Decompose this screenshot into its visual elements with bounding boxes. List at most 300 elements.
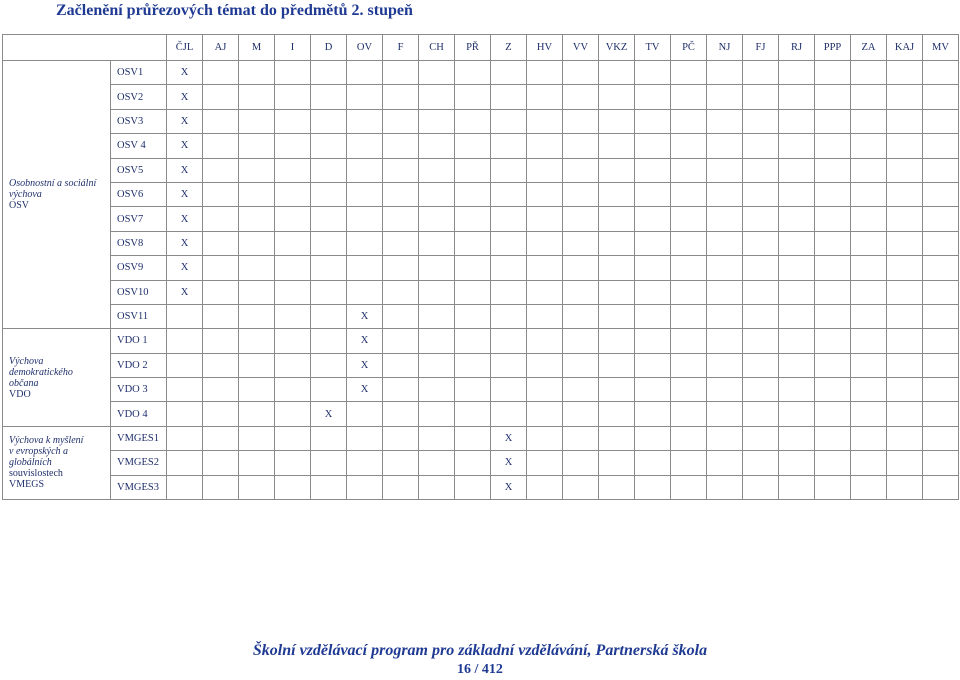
empty-cell: [455, 451, 491, 475]
empty-cell: [923, 353, 959, 377]
empty-cell: [599, 61, 635, 85]
empty-cell: [743, 402, 779, 426]
subject-header: VV: [563, 35, 599, 61]
empty-cell: [815, 475, 851, 499]
empty-cell: [239, 280, 275, 304]
empty-cell: [527, 85, 563, 109]
empty-cell: [635, 134, 671, 158]
table-row: [3, 451, 959, 475]
empty-cell: [491, 182, 527, 206]
empty-cell: [671, 207, 707, 231]
empty-cell: [923, 426, 959, 450]
empty-cell: [311, 231, 347, 255]
empty-cell: [563, 378, 599, 402]
table-row: [3, 329, 959, 353]
empty-cell: [311, 353, 347, 377]
empty-cell: [779, 280, 815, 304]
table-row: [3, 378, 959, 402]
empty-cell: [167, 304, 203, 328]
empty-cell: [599, 475, 635, 499]
area-label-line: Výchova k myšlení: [9, 435, 84, 447]
table-row: [3, 256, 959, 280]
subject-header: VKZ: [599, 35, 635, 61]
empty-cell: [671, 85, 707, 109]
empty-cell: [851, 426, 887, 450]
empty-cell: [743, 304, 779, 328]
empty-cell: [923, 231, 959, 255]
topic-code: OSV3: [111, 109, 167, 133]
empty-cell: [239, 378, 275, 402]
mark-cell: X: [167, 256, 203, 280]
empty-cell: [743, 182, 779, 206]
empty-cell: [815, 109, 851, 133]
empty-cell: [491, 61, 527, 85]
empty-cell: [455, 329, 491, 353]
empty-cell: [887, 85, 923, 109]
area-label-line: výchova: [9, 189, 42, 201]
cross-curricular-table: [2, 34, 959, 500]
empty-cell: [311, 85, 347, 109]
mark-cell: X: [347, 378, 383, 402]
empty-cell: [563, 134, 599, 158]
empty-cell: [635, 158, 671, 182]
empty-cell: [239, 207, 275, 231]
empty-cell: [239, 426, 275, 450]
empty-cell: [815, 182, 851, 206]
subject-header: HV: [527, 35, 563, 61]
empty-cell: [923, 304, 959, 328]
empty-cell: [815, 61, 851, 85]
footer-page-number: 16 / 412: [457, 662, 503, 677]
empty-cell: [347, 207, 383, 231]
subject-header: ZA: [851, 35, 887, 61]
empty-cell: [203, 378, 239, 402]
empty-cell: [563, 451, 599, 475]
table-row: [3, 61, 959, 85]
empty-cell: [419, 329, 455, 353]
page-title: Začlenění průřezových témat do předmětů 2. stupeň: [56, 2, 413, 19]
empty-cell: [887, 158, 923, 182]
topic-code: OSV5: [111, 158, 167, 182]
empty-cell: [563, 85, 599, 109]
empty-cell: [527, 158, 563, 182]
empty-cell: [671, 109, 707, 133]
empty-cell: [671, 158, 707, 182]
empty-cell: [275, 451, 311, 475]
topic-code: OSV10: [111, 280, 167, 304]
empty-cell: [419, 134, 455, 158]
empty-cell: [383, 134, 419, 158]
empty-cell: [419, 85, 455, 109]
empty-cell: [851, 207, 887, 231]
subject-header: TV: [635, 35, 671, 61]
empty-cell: [671, 329, 707, 353]
empty-cell: [707, 475, 743, 499]
empty-cell: [851, 61, 887, 85]
empty-cell: [923, 402, 959, 426]
subject-header: Z: [491, 35, 527, 61]
empty-cell: [743, 451, 779, 475]
area-label-line: demokratického: [9, 366, 73, 378]
empty-cell: [491, 207, 527, 231]
empty-cell: [887, 353, 923, 377]
empty-cell: [167, 402, 203, 426]
empty-cell: [599, 85, 635, 109]
empty-cell: [455, 426, 491, 450]
empty-cell: [707, 378, 743, 402]
empty-cell: [923, 134, 959, 158]
empty-cell: [887, 378, 923, 402]
empty-cell: [923, 158, 959, 182]
empty-cell: [851, 475, 887, 499]
empty-cell: [491, 280, 527, 304]
empty-cell: [527, 329, 563, 353]
empty-cell: [923, 280, 959, 304]
empty-cell: [311, 256, 347, 280]
area-label-line: OSV: [9, 200, 30, 212]
empty-cell: [239, 231, 275, 255]
empty-cell: [563, 280, 599, 304]
empty-cell: [455, 207, 491, 231]
empty-cell: [707, 85, 743, 109]
empty-cell: [347, 109, 383, 133]
empty-cell: [311, 280, 347, 304]
empty-cell: [671, 378, 707, 402]
empty-cell: [923, 329, 959, 353]
empty-cell: [203, 85, 239, 109]
empty-cell: [599, 207, 635, 231]
mark-cell: X: [347, 304, 383, 328]
empty-cell: [815, 158, 851, 182]
empty-cell: [239, 329, 275, 353]
empty-cell: [275, 280, 311, 304]
area-label: [3, 329, 111, 427]
empty-cell: [419, 158, 455, 182]
subject-header: ČJL: [167, 35, 203, 61]
empty-cell: [419, 231, 455, 255]
empty-cell: [671, 304, 707, 328]
empty-cell: [383, 353, 419, 377]
subject-header: MV: [923, 35, 959, 61]
empty-cell: [491, 402, 527, 426]
empty-cell: [203, 402, 239, 426]
empty-cell: [347, 61, 383, 85]
table-row: [3, 353, 959, 377]
empty-cell: [383, 61, 419, 85]
empty-cell: [707, 426, 743, 450]
empty-cell: [851, 280, 887, 304]
empty-cell: [563, 182, 599, 206]
empty-cell: [347, 256, 383, 280]
empty-cell: [707, 134, 743, 158]
empty-cell: [275, 134, 311, 158]
empty-cell: [923, 378, 959, 402]
empty-cell: [635, 378, 671, 402]
empty-cell: [635, 207, 671, 231]
mark-cell: X: [347, 329, 383, 353]
empty-cell: [383, 426, 419, 450]
empty-cell: [599, 426, 635, 450]
empty-cell: [347, 182, 383, 206]
area-label-line: VMEGS: [9, 479, 45, 491]
empty-cell: [815, 304, 851, 328]
empty-cell: [671, 231, 707, 255]
empty-cell: [275, 329, 311, 353]
empty-cell: [671, 426, 707, 450]
topic-code: OSV7: [111, 207, 167, 231]
empty-cell: [203, 426, 239, 450]
mark-cell: X: [167, 207, 203, 231]
empty-cell: [599, 402, 635, 426]
topic-code: OSV2: [111, 85, 167, 109]
header-corner: [3, 35, 167, 61]
empty-cell: [527, 378, 563, 402]
area-label-line: globálních: [9, 457, 52, 469]
empty-cell: [491, 378, 527, 402]
empty-cell: [743, 378, 779, 402]
empty-cell: [887, 475, 923, 499]
area-label-line: občana: [9, 377, 39, 389]
empty-cell: [311, 207, 347, 231]
empty-cell: [203, 451, 239, 475]
empty-cell: [311, 329, 347, 353]
empty-cell: [311, 378, 347, 402]
empty-cell: [563, 231, 599, 255]
mark-cell: X: [167, 109, 203, 133]
empty-cell: [275, 109, 311, 133]
empty-cell: [635, 304, 671, 328]
empty-cell: [167, 451, 203, 475]
empty-cell: [311, 61, 347, 85]
mark-cell: X: [491, 451, 527, 475]
empty-cell: [311, 109, 347, 133]
empty-cell: [815, 378, 851, 402]
empty-cell: [635, 475, 671, 499]
table-row: [3, 85, 959, 109]
empty-cell: [419, 402, 455, 426]
empty-cell: [887, 256, 923, 280]
empty-cell: [419, 475, 455, 499]
empty-cell: [923, 109, 959, 133]
empty-cell: [743, 280, 779, 304]
empty-cell: [707, 61, 743, 85]
empty-cell: [347, 280, 383, 304]
empty-cell: [527, 182, 563, 206]
empty-cell: [635, 451, 671, 475]
empty-cell: [599, 329, 635, 353]
empty-cell: [383, 85, 419, 109]
empty-cell: [707, 402, 743, 426]
topic-code: OSV8: [111, 231, 167, 255]
empty-cell: [311, 426, 347, 450]
empty-cell: [599, 231, 635, 255]
empty-cell: [635, 426, 671, 450]
empty-cell: [527, 353, 563, 377]
empty-cell: [491, 329, 527, 353]
empty-cell: [707, 182, 743, 206]
topic-code: VMGES2: [111, 451, 167, 475]
empty-cell: [239, 85, 275, 109]
empty-cell: [671, 402, 707, 426]
empty-cell: [815, 231, 851, 255]
topic-code: VDO 1: [111, 329, 167, 353]
empty-cell: [563, 426, 599, 450]
area-label-line: souvislostech: [9, 468, 63, 480]
empty-cell: [599, 451, 635, 475]
table-row: [3, 134, 959, 158]
empty-cell: [635, 109, 671, 133]
empty-cell: [275, 402, 311, 426]
area-label: [3, 61, 111, 329]
empty-cell: [311, 182, 347, 206]
empty-cell: [779, 256, 815, 280]
empty-cell: [311, 475, 347, 499]
empty-cell: [743, 109, 779, 133]
empty-cell: [887, 304, 923, 328]
empty-cell: [707, 207, 743, 231]
empty-cell: [275, 304, 311, 328]
empty-cell: [851, 109, 887, 133]
empty-cell: [635, 280, 671, 304]
empty-cell: [887, 451, 923, 475]
empty-cell: [419, 304, 455, 328]
empty-cell: [743, 426, 779, 450]
empty-cell: [779, 378, 815, 402]
empty-cell: [419, 207, 455, 231]
empty-cell: [347, 85, 383, 109]
empty-cell: [671, 134, 707, 158]
empty-cell: [563, 61, 599, 85]
empty-cell: [599, 256, 635, 280]
empty-cell: [887, 329, 923, 353]
empty-cell: [347, 475, 383, 499]
empty-cell: [383, 109, 419, 133]
empty-cell: [815, 207, 851, 231]
empty-cell: [275, 475, 311, 499]
empty-cell: [635, 256, 671, 280]
topic-code: VMGES1: [111, 426, 167, 450]
empty-cell: [851, 329, 887, 353]
mark-cell: X: [491, 475, 527, 499]
empty-cell: [851, 134, 887, 158]
empty-cell: [815, 426, 851, 450]
empty-cell: [383, 378, 419, 402]
empty-cell: [815, 329, 851, 353]
empty-cell: [563, 475, 599, 499]
mark-cell: X: [347, 353, 383, 377]
empty-cell: [743, 134, 779, 158]
table-row: [3, 304, 959, 328]
empty-cell: [527, 426, 563, 450]
empty-cell: [527, 402, 563, 426]
empty-cell: [743, 207, 779, 231]
empty-cell: [167, 378, 203, 402]
empty-cell: [311, 134, 347, 158]
empty-cell: [527, 475, 563, 499]
empty-cell: [815, 402, 851, 426]
empty-cell: [455, 304, 491, 328]
empty-cell: [491, 158, 527, 182]
empty-cell: [203, 304, 239, 328]
empty-cell: [383, 402, 419, 426]
empty-cell: [743, 158, 779, 182]
empty-cell: [203, 61, 239, 85]
empty-cell: [779, 304, 815, 328]
empty-cell: [707, 158, 743, 182]
empty-cell: [275, 256, 311, 280]
footer-school-name: Školní vzdělávací program pro základní vzdělávání, Partnerská škola: [252, 642, 708, 659]
subject-header: CH: [419, 35, 455, 61]
empty-cell: [887, 61, 923, 85]
empty-cell: [707, 256, 743, 280]
empty-cell: [671, 61, 707, 85]
empty-cell: [203, 475, 239, 499]
empty-cell: [779, 134, 815, 158]
empty-cell: [275, 85, 311, 109]
area-label-line: v evropských a: [9, 446, 69, 458]
empty-cell: [347, 451, 383, 475]
empty-cell: [239, 134, 275, 158]
empty-cell: [239, 109, 275, 133]
empty-cell: [743, 329, 779, 353]
empty-cell: [923, 85, 959, 109]
table-row: [3, 231, 959, 255]
empty-cell: [275, 207, 311, 231]
empty-cell: [563, 329, 599, 353]
empty-cell: [563, 353, 599, 377]
empty-cell: [563, 158, 599, 182]
empty-cell: [779, 353, 815, 377]
topic-code: OSV 4: [111, 134, 167, 158]
empty-cell: [491, 256, 527, 280]
empty-cell: [203, 256, 239, 280]
empty-cell: [707, 280, 743, 304]
empty-cell: [527, 280, 563, 304]
empty-cell: [203, 158, 239, 182]
empty-cell: [887, 109, 923, 133]
subject-header: AJ: [203, 35, 239, 61]
empty-cell: [275, 231, 311, 255]
subject-header: I: [275, 35, 311, 61]
empty-cell: [419, 378, 455, 402]
table-row: [3, 207, 959, 231]
area-label: [3, 426, 111, 499]
table-row: [3, 158, 959, 182]
empty-cell: [779, 231, 815, 255]
empty-cell: [311, 451, 347, 475]
empty-cell: [383, 475, 419, 499]
empty-cell: [563, 256, 599, 280]
empty-cell: [599, 304, 635, 328]
table-row: [3, 402, 959, 426]
empty-cell: [347, 231, 383, 255]
empty-cell: [455, 256, 491, 280]
empty-cell: [455, 109, 491, 133]
area-label-line: VDO: [9, 388, 31, 400]
empty-cell: [419, 426, 455, 450]
empty-cell: [527, 109, 563, 133]
empty-cell: [815, 256, 851, 280]
mark-cell: X: [167, 231, 203, 255]
empty-cell: [635, 353, 671, 377]
empty-cell: [887, 426, 923, 450]
empty-cell: [455, 85, 491, 109]
subject-header: OV: [347, 35, 383, 61]
empty-cell: [491, 109, 527, 133]
empty-cell: [923, 256, 959, 280]
area-label-line: Osobnostní a sociální: [9, 178, 97, 190]
empty-cell: [779, 158, 815, 182]
